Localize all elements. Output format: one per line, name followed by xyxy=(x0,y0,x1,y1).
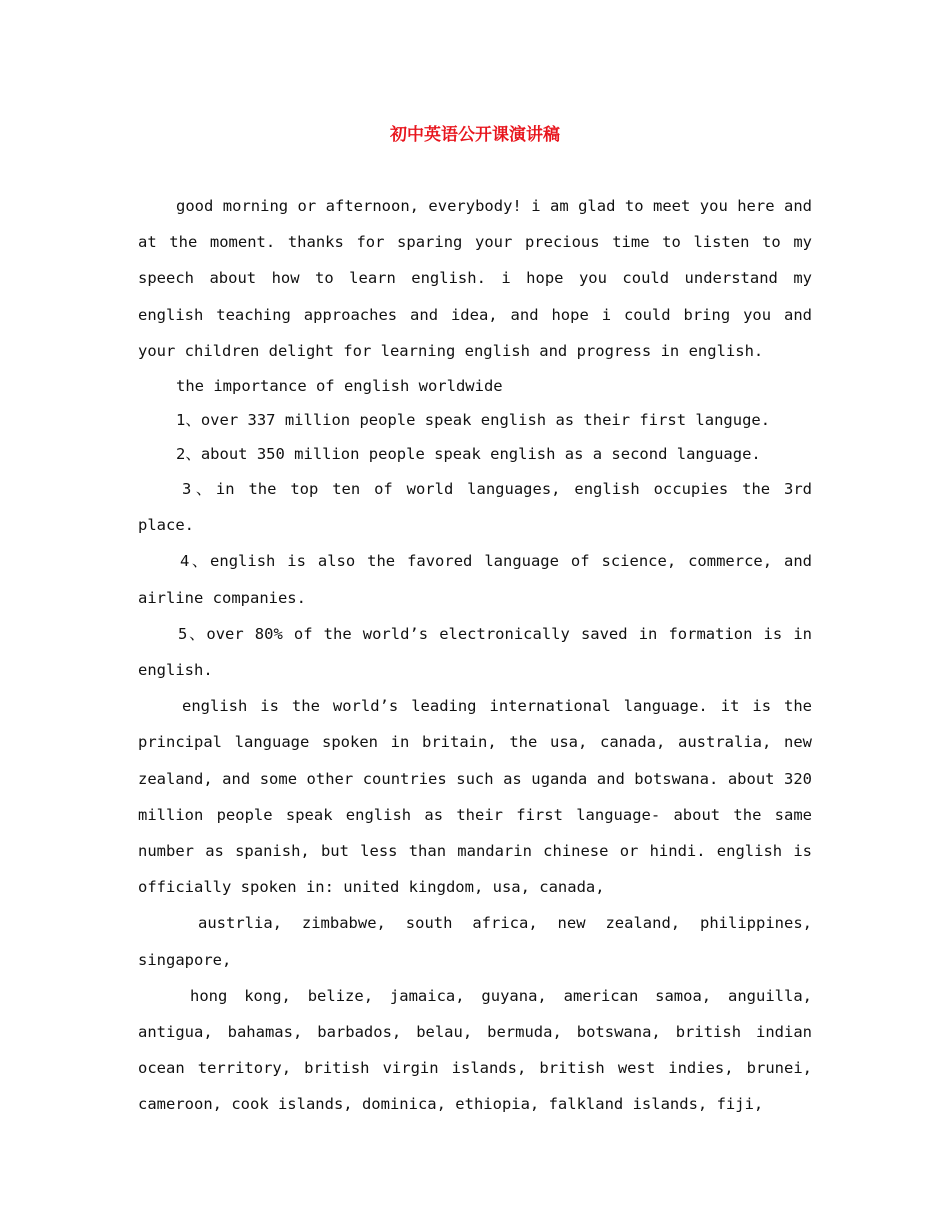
list-item-3: 3、in the top ten of world languages, english occupies the 3rd place. xyxy=(138,480,812,535)
document-body xyxy=(138,188,812,1123)
countries-line-1: austrlia, zimbabwe, south africa, new zealand, philippines, singapore, xyxy=(138,914,812,969)
section-heading: the importance of english worldwide xyxy=(176,377,503,396)
list-item-4: 4、english is also the favored language of science, commerce, and airline companies. xyxy=(138,552,812,607)
english-paragraph: english is the world’s leading international language. it is the principal language spoken in britain, the usa, canada, australia, new zealand, and some other countries such as uganda and botswana. about 320 million people speak english as their first language- about the same number as spanish, but less than mandarin chinese or hindi. english is officially spoken in: united kingdom, usa, canada, xyxy=(138,697,812,897)
intro-paragraph: good morning or afternoon, everybody! i am glad to meet you here and at the moment. thanks for sparing your precious time to listen to my speech about how to learn english. i hope you could understand my english teaching approaches and idea, and hope i could bring you and your children delight for learning english and progress in english. xyxy=(138,197,812,360)
list-item-2: 2、about 350 million people speak english as a second language. xyxy=(176,445,761,464)
document-title: 初中英语公开课演讲稿 xyxy=(390,125,560,145)
list-item-1: 1、over 337 million people speak english as their first languge. xyxy=(176,411,771,430)
list-item-5: 5、over 80% of the world’s electronically saved in formation is in english. xyxy=(138,624,812,680)
countries-line-2: hong kong, belize, jamaica, guyana, american samoa, anguilla, antigua, bahamas, barbados, belau, bermuda, botswana, british indian ocean territory, british virgin islands, british west indies, brunei, cameroon, cook islands, dominica, ethiopia, falkland islands, fiji, xyxy=(138,986,812,1114)
